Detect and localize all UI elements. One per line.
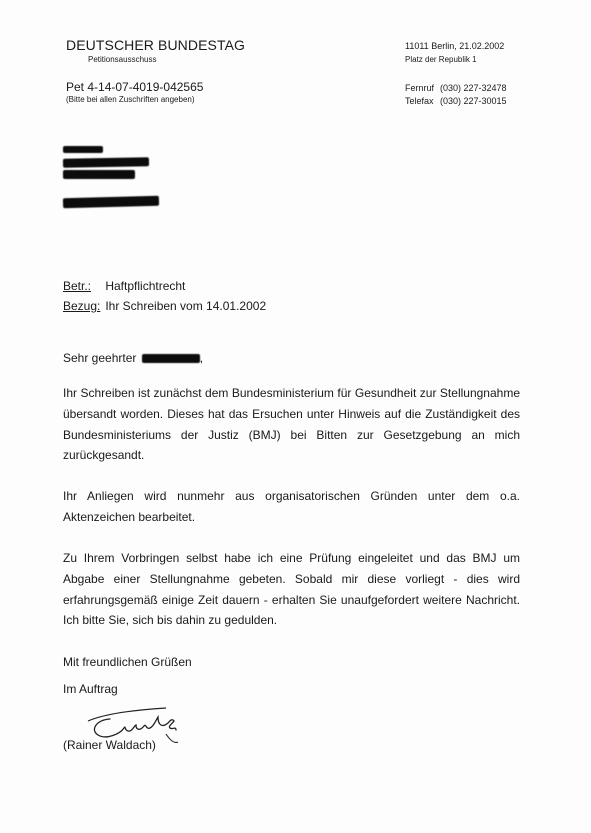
- subject-line: [63, 279, 185, 293]
- reference-line: [63, 299, 266, 313]
- organization-name: DEUTSCHER BUNDESTAG: [66, 37, 245, 53]
- reference-note: (Bitte bei allen Zuschriften angeben): [66, 95, 195, 104]
- subject-value: Haftpflichtrecht: [105, 279, 186, 293]
- salutation-comma: ,: [199, 351, 204, 365]
- redacted-name: [142, 354, 200, 363]
- salutation: [63, 351, 203, 365]
- reference-label: Bezug:: [63, 299, 101, 313]
- redaction-mark: [63, 170, 135, 179]
- redaction-mark: [63, 146, 103, 153]
- fax-number: (030) 227-30015: [440, 96, 507, 106]
- body-paragraph-1: Ihr Schreiben ist zunächst dem Bundesministerium für Gesundheit zur Stellungnahme übersandt worden. Dieses hat das Ersuchen unter Hinweis auf die Zuständigkeit des Bundesministeriums der Justiz (BMJ) bei Bitten zur Gesetzgebung an mich zurückgesandt.: [63, 386, 520, 463]
- place-date: 11011 Berlin, 21.02.2002: [405, 41, 505, 51]
- redaction-mark: [63, 157, 149, 167]
- street-address: Platz der Republik 1: [405, 55, 477, 64]
- salutation-text: Sehr geehrter: [63, 351, 137, 365]
- on-behalf-line: Im Auftrag: [63, 682, 118, 696]
- committee-name: Petitionsausschuss: [88, 55, 157, 64]
- phone-row: [405, 82, 507, 95]
- body-paragraph-3: Zu Ihrem Vorbringen selbst habe ich eine Prüfung eingeleitet und das BMJ um Abgabe einer Stellungnahme gebeten. Sobald mir diese vorliegt - dies wird erfahrungsgemäß einige Zeit dauern - erhalten Sie unaufgefordert weitere Nachricht. Ich bitte Sie, sich bis dahin zu gedulden.: [63, 551, 520, 628]
- contact-block: [405, 82, 507, 108]
- redaction-mark: [63, 196, 159, 209]
- fax-label: Telefax: [405, 96, 434, 106]
- body-paragraph-2: Ihr Anliegen wird nunmehr aus organisatorischen Gründen unter dem o.a. Aktenzeichen bearbeitet.: [63, 489, 520, 524]
- subject-label: Betr.:: [63, 279, 92, 293]
- phone-number: (030) 227-32478: [440, 83, 507, 93]
- closing: Mit freundlichen Grüßen: [63, 655, 192, 669]
- signer-name: (Rainer Waldach): [63, 738, 156, 752]
- fax-row: [405, 95, 507, 108]
- phone-label: Fernruf: [405, 83, 435, 93]
- reference-number: Pet 4-14-07-4019-042565: [66, 80, 204, 94]
- reference-value: Ihr Schreiben vom 14.01.2002: [105, 299, 267, 313]
